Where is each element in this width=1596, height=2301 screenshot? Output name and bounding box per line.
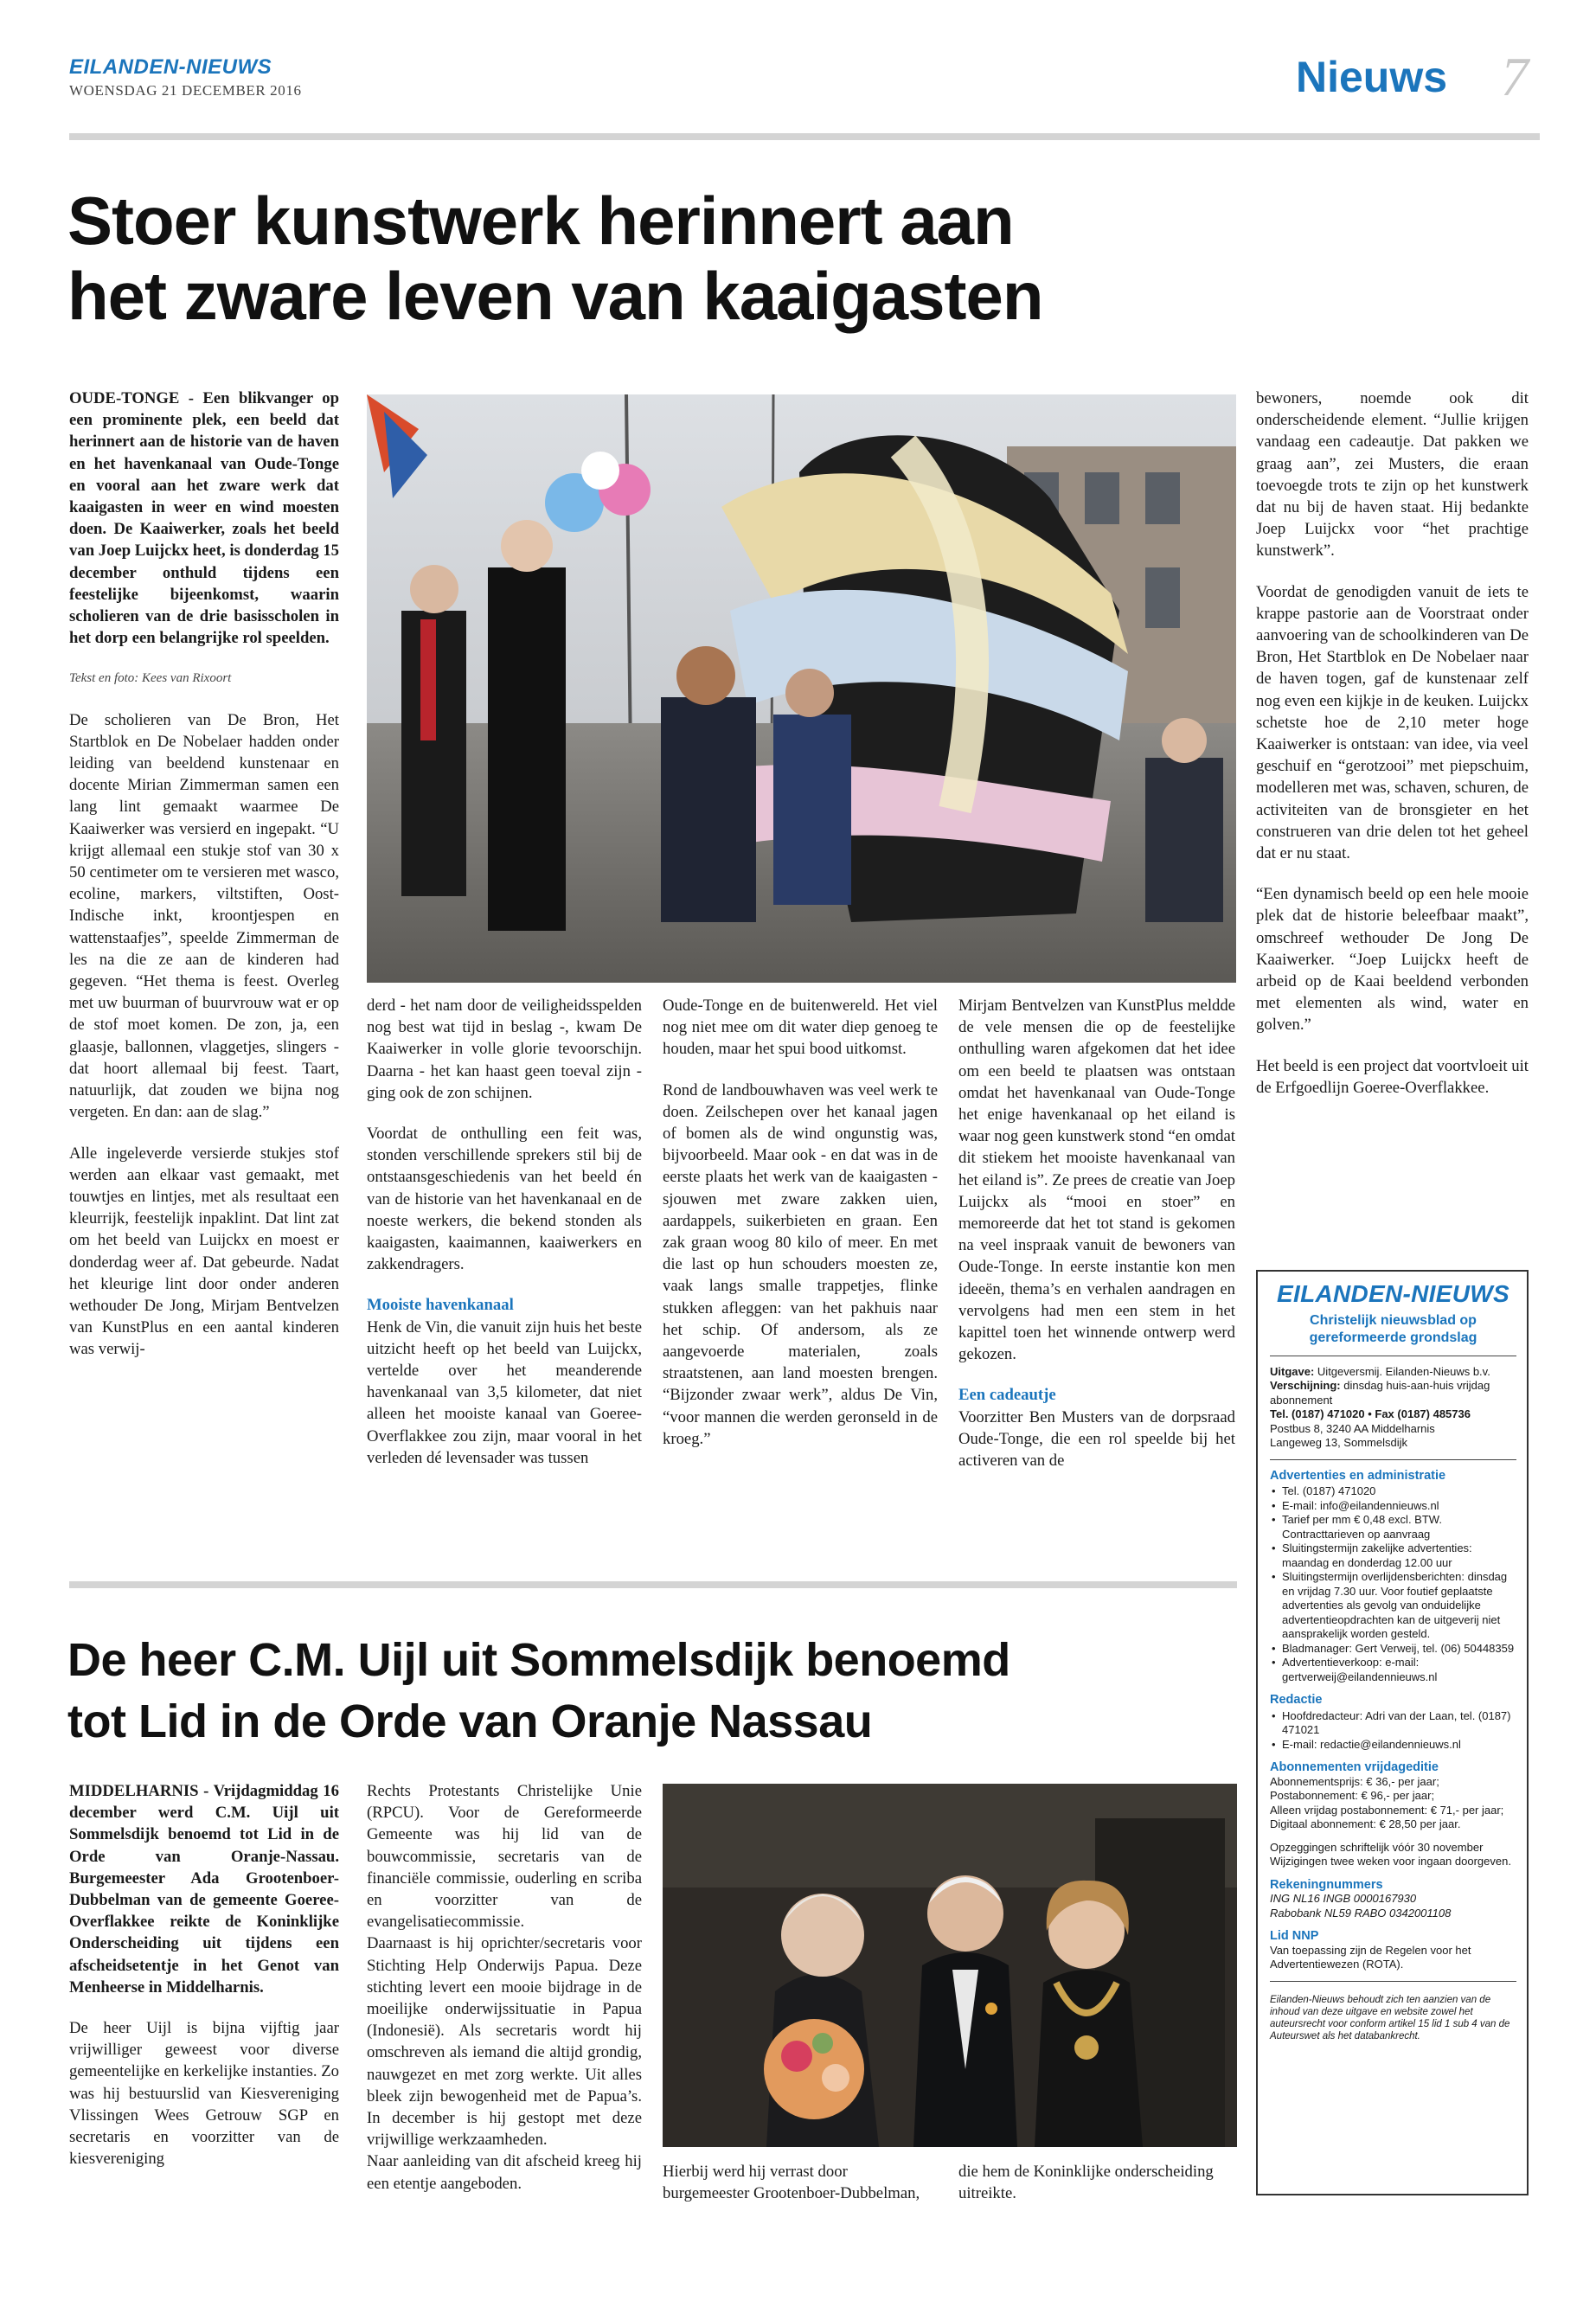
article1-subheading: Een cadeautje [958, 1386, 1056, 1405]
colophon-adres: Langeweg 13, Sommelsdijk [1270, 1436, 1407, 1449]
colophon-abonnementen-heading: Abonnementen vrijdageditie [1270, 1760, 1439, 1774]
list-item: • Tel. (0187) 471020 [1270, 1484, 1516, 1499]
colophon-nnp-text: Van toepassing zijn de Regelen voor het Advertentiewezen (ROTA). [1270, 1943, 1471, 1971]
article2-caption-right: die hem de Koninklijke onderscheiding uitreikte. [958, 2163, 1214, 2203]
list-item: • Sluitingstermijn overlijdensberichten: dinsdag en vrijdag 7.30 uur. Voor foutief geplaatste advertenties als gevolg van onduidelijke advertentieopdrachten kan de uitgeverij niet aansprakelijk worden gesteld. [1270, 1570, 1516, 1642]
article1-paragraph: bewoners, noemde ook dit onderscheidende element. “Jullie krijgen vandaag een cadeautje. Dat pakken we graag aan”, zei Musters, die eraan toevoegde trots te zijn op het kunstwerk dat nu bij de haven staat. Hij bedankte Joep Luijckx voor “het prachtige kunstwerk”. [1256, 389, 1529, 561]
page-number: 7 [1501, 46, 1529, 107]
colophon-uitgave: Uitgave: Uitgeversmij. Eilanden-Nieuws b.v. [1270, 1364, 1490, 1378]
article1-paragraph: Alle ingeleverde versierde stukjes stof werden aan elkaar vast gemaakt, met touwtjes en lintjes, met als resultaat een kleurrijk, feestelijk inpaklint. Dat lint zat om het beeld van Luijckx en moest er donderdag weer af. Dat gebeurde. Nadat het kleurige lint door onder anderen wethouder De Jong, Mirjam Bentvelzen van KunstPlus en een aantal kinderen was verwij- [69, 1144, 339, 1359]
article1-paragraph: Henk de Vin, die vanuit zijn huis het beste uitzicht heeft op het beeld van Luijckx, vertelde over het meanderende havenkanaal van 3,5 kilometer, dat niet alleen het mooiste kanaal van Goeree-Overflakkee zou zijn, maar vooral in het verleden dé levensader was tussen [367, 1317, 642, 1467]
list-item: Abonnementsprijs: € 36,- per jaar; [1270, 1774, 1439, 1788]
article2-paragraph: Rechts Protestants Christelijke Unie (RPCU). Voor de Gereformeerde Gemeente was hij lid van de bouwcommissie, secretaris van de financiële commissie, ouderling en scriba en voorzitter van de evangelisatiecommissie. [367, 1782, 642, 1932]
article2-headline [67, 1630, 1244, 1753]
article1-paragraph: Voorzitter Ben Musters van de dorpsraad Oude-Tonge, die een rol speelde bij het activeren van de [958, 1407, 1235, 1471]
colophon-rekening-rabo: Rabobank NL59 RABO 0342001108 [1270, 1906, 1452, 1920]
colophon-postbus: Postbus 8, 3240 AA Middelharnis [1270, 1421, 1435, 1435]
article2-column-1 [69, 1780, 339, 2189]
colophon-rekening-heading: Rekeningnummers [1270, 1877, 1383, 1892]
list-item: • E-mail: info@eilandennieuws.nl [1270, 1499, 1516, 1514]
article2-photo [663, 1784, 1237, 2147]
article1-paragraph: “Een dynamisch beeld op een hele mooie plek dat de historie beleefbaar maakt”, omschreef wethouder De Jong De Kaaiwerker. “Joep Luijckx heeft de arbeid op de Kaai beeldend verbonden met elementen als wind, water en golven.” [1256, 885, 1529, 1035]
article1-paragraph: De scholieren van De Bron, Het Startblok en De Nobelaer hadden onder leiding van beeldend kunstenaar en docente Mirian Zimmerman samen een lang lint gemaakt waarmee De Kaaiwerker was versierd en ingepakt. “U krijgt allemaal een stukje stof van 30 x 50 centimeter om te versieren met wasco, ecoline, markers, viltstiften, Oost-Indische inkt, kroontjespen en wattenstaafjes”, speelde Zimmerman de les na die ze aan de kinderen had gegeven. “Het thema is feest. Overleg met uw buurman of buurvrouw wat er op de stof moet komen. De zon, ja, een glaasje, ballonnen, vlaggetjes, slingers - dat hoort allemaal bij feest. Taart, natuurlijk, dat zouden we bijna nog vergeten. En dan: aan de slag.” [69, 710, 339, 1122]
masthead-logo: EILANDEN-NIEUWS [69, 55, 272, 79]
colophon-footer: Eilanden-Nieuws behoudt zich ten aanzien van de inhoud van deze uitgave en website zowel het auteursrecht voor conform artikel 15 lid 1 sub 4 van de Auteurswet als het databankrecht. [1270, 1994, 1510, 2041]
article1-paragraph: Mirjam Bentvelzen van KunstPlus meldde de vele mensen die op de feestelijke onthulling waren afgekomen dat het idee om een beeld te plaatsen was ontstaan omdat het havenkanaal van Oude-Tonge het enige havenkanaal op het eiland is waar nog geen kunstwerk stond “en omdat dit stiekem het mooiste havenkanaal van het eiland is”. Ze prees de creatie van Joep Luijckx als “mooi en stoer” en memoreerde dat het tot stand is gekomen na veel inspraak vanuit de bewoners van Oude-Tonge. In eerste instantie kon men ideeën, thema’s en verhalen aandragen en vervolgens had men een stem in het kapittel toen het winnende ontwerp werd gekozen. [958, 997, 1235, 1364]
article1-column-4 [958, 995, 1235, 1490]
article2-paragraph: Naar aanleiding van dit afscheid kreeg hij een etentje aangeboden. [367, 2152, 642, 2193]
article1-column-1 [69, 388, 339, 1380]
colophon-redactie-list [1270, 1709, 1516, 1753]
article2-paragraph: Daarnaast is hij oprichter/secretaris voor Stichting Help Onderwijs Papua. Deze stichting levert een mooie bijdrage in de moeilijke onderwijssituatie in Papua (Indonesië). Als secretaris wordt hij omschreven als iemand die altijd grondig, nauwgezet en met zorg werkte. Uit alles bleek zijn bewogenheid met de Papua’s. In december is hij gestopt met deze vrijwillige werkzaamheden. [367, 1934, 642, 2150]
colophon-rekening-ing: ING NL16 INGB 0000167930 [1270, 1892, 1417, 1905]
list-item: • Sluitingstermijn zakelijke advertenties: maandag en donderdag 12.00 uur [1270, 1541, 1516, 1570]
article2-caption-left: Hierbij werd hij verrast door burgemeester Grootenboer-Dubbelman, [663, 2163, 920, 2203]
list-item: • Hoofdredacteur: Adri van der Laan, tel. (0187) 471021 [1270, 1709, 1516, 1738]
kaaiwerker-unveiling-photo [367, 394, 1236, 983]
colophon-nnp-heading: Lid NNP [1270, 1929, 1319, 1943]
masthead-date: WOENSDAG 21 DECEMBER 2016 [69, 82, 302, 99]
colophon-opzeggingen: Opzeggingen schriftelijk vóór 30 november Wijzigingen twee weken voor ingaan doorgeven. [1270, 1840, 1511, 1868]
colophon-advertenties-heading: Advertenties en administratie [1270, 1468, 1446, 1483]
list-item: Alleen vrijdag postabonnement: € 71,- per jaar; [1270, 1803, 1504, 1817]
article2-headline-line2: tot Lid in de Orde van Oranje Nassau [67, 1695, 873, 1748]
header-rule [69, 133, 1540, 140]
award-ceremony-photo [663, 1784, 1237, 2147]
article1-headline [67, 183, 1244, 335]
article2-lead: MIDDELHARNIS - Vrijdagmiddag 16 december werd C.M. Uijl uit Sommelsdijk benoemd tot Lid in de Orde van Oranje-Nassau. Burgemeester Ada Grootenboer-Dubbelman van de gemeente Goeree-Overflakkee reikte de Koninklijke Onderscheiding uit tijdens een afscheidsetentje in het Genot van Menheerse in Middelharnis. [69, 1782, 339, 1997]
article2-headline-line1: De heer C.M. Uijl uit Sommelsdijk benoemd [67, 1634, 1010, 1686]
article-separator [69, 1581, 1237, 1588]
colophon-divider [1270, 1981, 1516, 1982]
article1-lead: OUDE-TONGE - Een blikvanger op een prominente plek, een beeld dat herinnert aan de historie van de haven en het havenkanaal van Oude-Tonge en vooral aan het zware werk dat kaaigasten in weer en wind moesten doen. De Kaaiwerker, zoals het beeld van Joep Luijckx heet, is donderdag 15 december onthuld tijdens een feestelijke bijeenkomst, waarin scholieren van de drie basisscholen in het dorp een belangrijke rol speelden. [69, 389, 340, 648]
colophon-verschijning: Verschijning: dinsdag huis-aan-huis vrijdag abonnement [1270, 1379, 1490, 1407]
list-item: • Bladmanager: Gert Verweij, tel. (06) 50448359 [1270, 1642, 1516, 1657]
article1-paragraph: derd - het nam door de veiligheidsspelden nog best wat tijd in beslag -, kwam De Kaaiwerker in volle glorie tevoorschijn. Daarna - het kan haast geen toeval zijn - ging ook de zon schijnen. [367, 997, 642, 1102]
colophon-box [1256, 1270, 1529, 2195]
colophon-logo: EILANDEN-NIEUWS [1277, 1280, 1509, 1307]
list-item: Postabonnement: € 96,- per jaar; [1270, 1789, 1435, 1802]
article1-column-2 [367, 995, 642, 1488]
article1-paragraph: Het beeld is een project dat voortvloeit uit de Erfgoedlijn Goeree-Overflakkee. [1256, 1056, 1529, 1097]
list-item: • E-mail: redactie@eilandennieuws.nl [1270, 1738, 1516, 1753]
colophon-subtitle: Christelijk nieuwsblad op gereformeerde grondslag [1309, 1312, 1477, 1345]
article1-column-3 [663, 995, 938, 1469]
list-item: Digitaal abonnement: € 28,50 per jaar. [1270, 1817, 1461, 1830]
article1-column-5 [1256, 388, 1529, 1118]
list-item: • Tarief per mm € 0,48 excl. BTW. Contracttarieven op aanvraag [1270, 1513, 1516, 1541]
article1-headline-line1: Stoer kunstwerk herinnert aan [67, 183, 1014, 259]
article1-credit: Tekst en foto: Kees van Rixoort [69, 671, 232, 686]
article1-paragraph: Oude-Tonge en de buitenwereld. Het viel nog niet mee om dit water diep genoeg te houden, maar het spui bood uitkomst. [663, 997, 938, 1059]
colophon-redactie-heading: Redactie [1270, 1693, 1323, 1707]
article1-headline-line2: het zware leven van kaaigasten [67, 258, 1043, 335]
colophon-tel-fax: Tel. (0187) 471020 • Fax (0187) 485736 [1270, 1407, 1471, 1420]
list-item: • Advertentieverkoop: e-mail: gertverweij@eilandennieuws.nl [1270, 1656, 1516, 1684]
article2-column-2 [367, 1780, 642, 2214]
article1-paragraph: Rond de landbouwhaven was veel werk te doen. Zeilschepen over het kanaal jagen of bomen als de wind ongunstig was, bijvoorbeeld. Maar ook - en dat was in de eerste plaats het werk van de kaaigasten - sjouwen met zware zakken uien, aardappels, suikerbieten en graan. Een zak graan woog 80 kilo of meer. En met die last op hun schouders moesten ze, vaak langs smalle trappetjes, flinke stukken afleggen: van het pakhuis naar het schip. Of andersom, als ze aangevoerde materialen, zoals straatstenen, aan land moesten brengen. “Bijzonder zwaar werk”, aldus De Vin, “voor mannen die werden geronseld in de kroeg.” [663, 1080, 938, 1448]
article1-paragraph: Voordat de genodigden vanuit de iets te krappe pastorie aan de Voorstraat onder aanvoering van de schoolkinderen van De Bron, Het Startblok en De Nobelaer naar de haven togen, gaf de kunstenaar zelf nog even een kijkje in de keuken. Luijckx schetste hoe de 2,10 meter hoge Kaaiwerker is ontstaan: van idee, via veel geschuif en “gerotzooi” met piepschuim, modelleren met was, schaven, schuren, de activiteiten van de bronsgieter en het construeren van drie delen tot het geheel dat er nu staat. [1256, 582, 1529, 863]
article2-paragraph: De heer Uijl is bijna vijftig jaar vrijwilliger geweest voor diverse gemeentelijke en kerkelijke instanties. Zo was hij bestuurslid van Kiesvereniging Vlissingen Wees Getrouw SGP en secretaris en voorzitter van de kiesvereniging [69, 2019, 339, 2169]
colophon-divider [1270, 1459, 1516, 1460]
article1-subheading: Mooiste havenkanaal [367, 1296, 514, 1315]
colophon-advertenties-list [1270, 1484, 1516, 1684]
article1-paragraph: Voordat de onthulling een feit was, stonden verschillende sprekers stil bij de ontstaansgeschiedenis van het beeld én van de historie van het havenkanaal en de noeste werkers, die bekend stonden als kaaigasten, kaaimannen, kaaiwerkers en zakkendragers. [367, 1125, 642, 1274]
section-label: Nieuws [1296, 53, 1448, 101]
article1-photo [367, 394, 1236, 983]
